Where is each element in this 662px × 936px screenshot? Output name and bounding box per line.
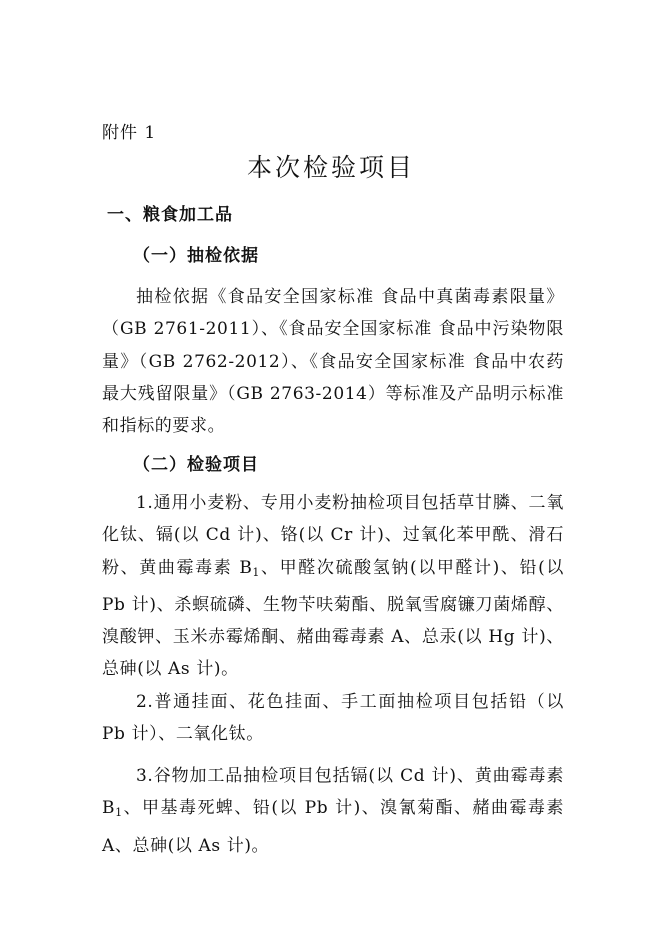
item-paragraph-1 (102, 487, 564, 686)
item-3-part1: 3.谷物加工品抽检项目包括镉(以 Cd 计)、黄曲霉毒素 B (102, 766, 564, 819)
item-3-text (102, 760, 564, 862)
section-heading-grain-products: 一、粮食加工品 (107, 205, 233, 225)
item-1-part1: 1.通用小麦粉、专用小麦粉抽检项目包括草甘膦、二氧化钛、镉(以 Cd 计)、铬(以 Cr 计)、过氧化苯甲酰、滑石粉、黄曲霉毒素 B (102, 493, 564, 578)
item-3-part2: 、甲基毒死蜱、铅(以 Pb 计)、溴氰菊酯、赭曲霉毒素 A、总砷(以 As 计)。 (102, 798, 564, 856)
item-2-text: 2.普通挂面、花色挂面、手工面抽检项目包括铅（以 Pb 计）、二氧化钛。 (102, 692, 564, 745)
item-1-part2: 、甲醛次硫酸氢钠(以甲醛计)、铅(以 Pb 计)、杀螟硫磷、生物苄呋菊酯、脱氧雪腐镰刀菌烯醇、溴酸钾、玉米赤霉烯酮、赭曲霉毒素 A、总汞(以 Hg 计)、总砷(以 As 计)。 (102, 557, 564, 680)
attachment-label: 附件 1 (102, 123, 157, 143)
basis-text: 抽检依据《食品安全国家标准 食品中真菌毒素限量》（GB 2761-2011）、《食品安全国家标准 食品中污染物限量》（GB 2762-2012）、《食品安全国家标准 食品中农药最大残留限量》（GB 2763-2014）等标准及产品明示标准和指标的要求。 (102, 287, 564, 437)
item-paragraph-2 (102, 686, 564, 751)
item-1-subscript: 1 (252, 565, 261, 579)
item-paragraph-3 (102, 760, 564, 862)
basis-paragraph (102, 281, 564, 442)
item-3-subscript: 1 (115, 806, 123, 820)
page-title: 本次检验项目 (246, 153, 415, 182)
item-1-text (102, 487, 564, 686)
subsection-heading-basis: （一）抽检依据 (133, 246, 259, 266)
subsection-heading-items: （二）检验项目 (133, 455, 259, 475)
